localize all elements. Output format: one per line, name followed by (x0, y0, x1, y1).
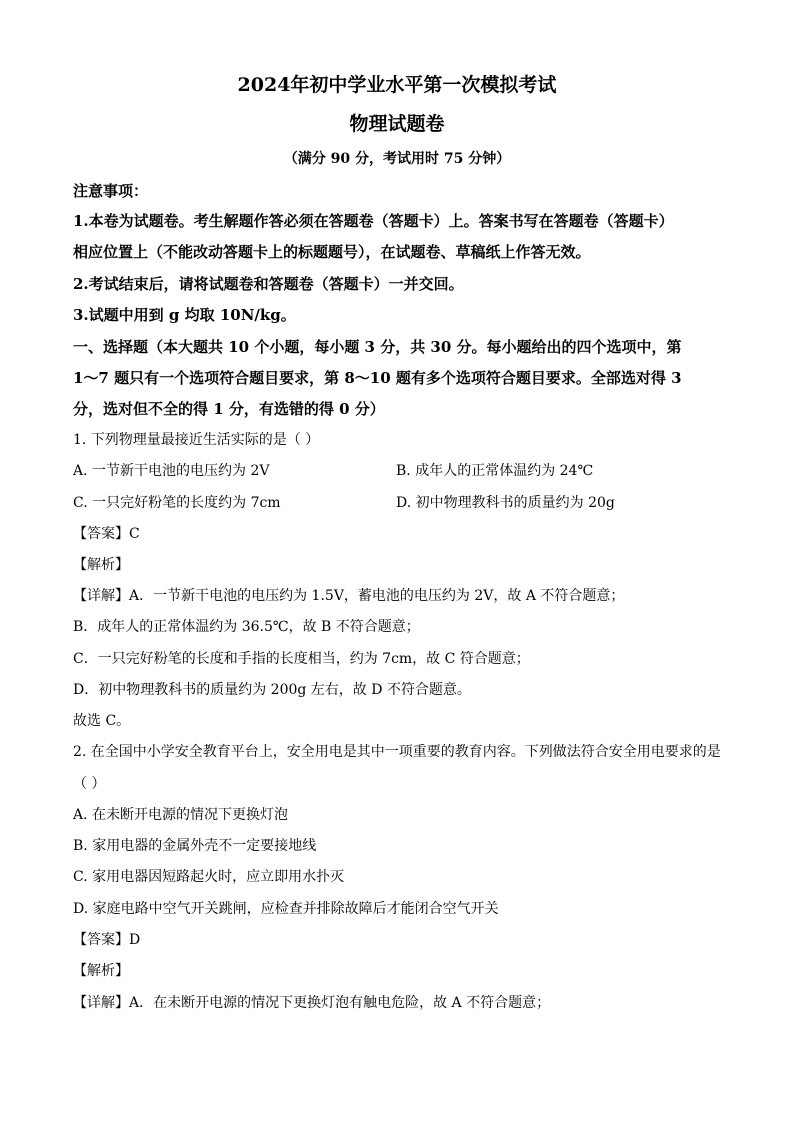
q2-answer: 【答案】D (73, 932, 141, 948)
q2-option-b: B. 家用电器的金属外壳不一定要接地线 (73, 838, 317, 854)
instruction-item-3: 3.试题中用到 g 均取 10N/kg。 (73, 306, 296, 324)
instruction-item-1-line2: 相应位置上（不能改动答题卡上的标题题号），在试题卷、草稿纸上作答无效。 (73, 243, 591, 261)
exam-subtitle: 物理试题卷 (349, 113, 445, 135)
q2-stem-line2: （ ） (73, 776, 106, 792)
instruction-item-1-line1: 1.本卷为试题卷。考生解题作答必须在答题卷（答题卡）上。答案书写在答题卷（答题卡） (73, 212, 674, 230)
q1-option-b: B. 成年人的正常体温约为 24℃ (396, 463, 594, 479)
section-1-line2: 1～7 题只有一个选项符合题目要求，第 8～10 题有多个选项符合题目要求。全部选对得 3 (73, 369, 682, 387)
q1-detail-d: D．初中物理教科书的质量约为 200g 左右，故 D 不符合题意。 (73, 682, 471, 698)
q1-detail-b: B．成年人的正常体温约为 36.5℃，故 B 不符合题意； (73, 619, 420, 635)
q1-option-c: C. 一只完好粉笔的长度约为 7cm (73, 495, 281, 511)
q1-option-a: A. 一节新干电池的电压约为 2V (73, 463, 270, 479)
q2-option-a: A. 在未断开电源的情况下更换灯泡 (73, 807, 289, 823)
q1-stem: 1. 下列物理量最接近生活实际的是（ ） (73, 432, 320, 448)
section-1-line3: 分，选对但不全的得 1 分，有选错的得 0 分） (73, 400, 385, 418)
q1-conclusion: 故选 C。 (73, 713, 131, 729)
q2-stem-line1: 2. 在全国中小学安全教育平台上，安全用电是其中一项重要的教育内容。下列做法符合安全用电要求的是 (73, 744, 721, 760)
q1-detail-c: C．一只完好粉笔的长度和手指的长度相当，约为 7cm，故 C 符合题意； (73, 651, 530, 667)
q2-option-c: C. 家用电器因短路起火时，应立即用水扑灭 (73, 869, 345, 885)
instructions-heading: 注意事项： (73, 182, 149, 200)
q1-answer: 【答案】C (73, 526, 140, 542)
section-1-line1: 一、选择题（本大题共 10 个小题，每小题 3 分，共 30 分。每小题给出的四个选项中，第 (73, 338, 682, 356)
instruction-item-2: 2.考试结束后，请将试题卷和答题卷（答题卡）一并交回。 (73, 275, 464, 293)
q2-detail-a: 【详解】A．在未断开电源的情况下更换灯泡有触电危险，故 A 不符合题意； (73, 995, 551, 1011)
q2-analysis-heading: 【解析】 (73, 963, 129, 979)
q1-detail-a: 【详解】A．一节新干电池的电压约为 1.5V，蓄电池的电压约为 2V，故 A 不符合题意； (73, 588, 625, 604)
exam-title: 2024年初中学业水平第一次模拟考试 (237, 74, 557, 96)
q1-analysis-heading: 【解析】 (73, 557, 129, 573)
q2-option-d: D. 家庭电路中空气开关跳闸，应检查并排除故障后才能闭合空气开关 (73, 901, 499, 917)
exam-note: （满分 90 分，考试用时 75 分钟） (283, 151, 511, 167)
q1-option-d: D. 初中物理教科书的质量约为 20g (396, 495, 615, 511)
